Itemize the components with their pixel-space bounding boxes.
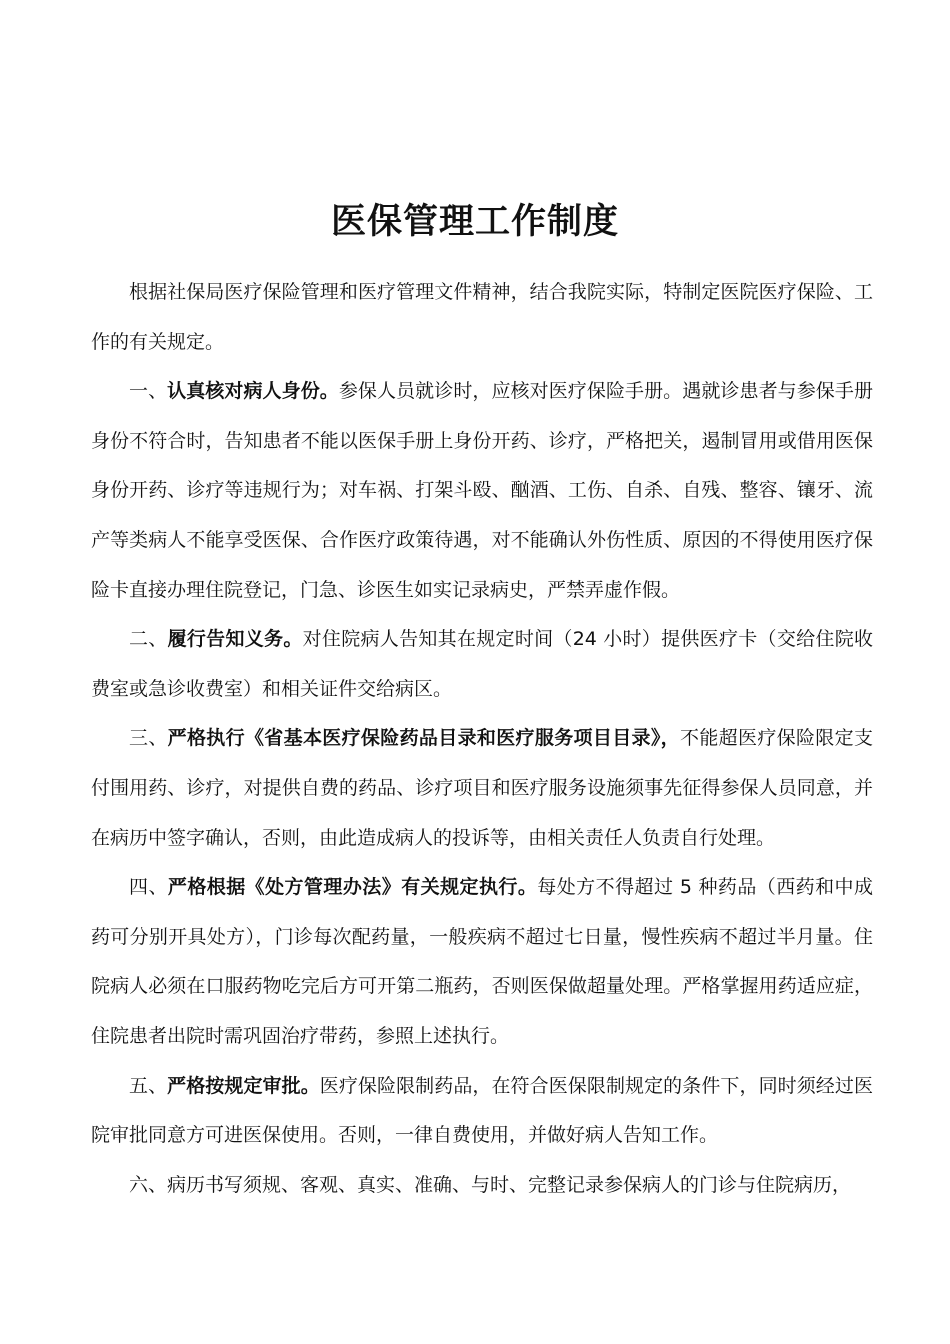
section-4-heading: 严格根据《处方管理办法》有关规定执行。 xyxy=(167,876,538,899)
section-2-text: 对住院病人告知其在规定时间（24 小时）提供医疗卡（交给住院收费室或急诊收费室）和相关证件交给病区。 xyxy=(91,628,873,700)
document-title: 医保管理工作制度 xyxy=(330,202,619,242)
section-2-heading: 履行告知义务。 xyxy=(167,628,303,651)
section-4-text: 每处方不得超过 5 种药品（西药和中成药可分别开具处方），门诊每次配药量，一般疾病不超过七日量，慢性疾病不超过半月量。住院病人必须在口服药物吃完后方可开第二瓶药，否则医保做超量处理。严格掌握用药适应症，住院患者出院时需巩固治疗带药，参照上述执行。 xyxy=(91,876,873,1047)
section-6-paragraph xyxy=(91,1161,873,1211)
intro-paragraph: 根据社保局医疗保险管理和医疗管理文件精神，结合我院实际，特制定医院医疗保险、工作的有关规定。 xyxy=(91,281,873,353)
section-1-heading: 认真核对病人身份。 xyxy=(167,380,339,403)
section-4-paragraph xyxy=(91,863,873,1061)
section-3-text: 不能超医疗保险限定支付围用药、诊疗，对提供自费的药品、诊疗项目和医疗服务设施须事先征得参保人员同意，并在病历中签字确认，否则，由此造成病人的投诉等，由相关责任人负责自行处理。 xyxy=(91,727,873,849)
section-2-paragraph xyxy=(91,615,873,714)
section-6-text: 病历书写须规、客观、真实、准确、与时、完整记录参保病人的门诊与住院病历， xyxy=(167,1173,852,1196)
section-5-paragraph xyxy=(91,1062,873,1161)
document-body xyxy=(91,268,873,1210)
section-3-heading: 严格执行《省基本医疗保险药品目录和医疗服务项目目录》， xyxy=(167,727,681,750)
section-1-text: 参保人员就诊时，应核对医疗保险手册。遇就诊患者与参保手册身份不符合时，告知患者不能以医保手册上身份开药、诊疗，严格把关，遏制冒用或借用医保身份开药、诊疗等违规行为；对车祸、打架斗殴、酗酒、工伤、自杀、自残、整容、镶牙、流产等类病人不能享受医保、合作医疗政策待遇，对不能确认外伤性质、原因的不得使用医疗保险卡直接办理住院登记，门急、诊医生如实记录病史，严禁弄虚作假。 xyxy=(91,380,873,601)
section-5-heading: 严格按规定审批。 xyxy=(167,1074,320,1097)
section-3-number: 三、 xyxy=(129,727,168,750)
section-3-paragraph xyxy=(91,714,873,863)
section-5-number: 五、 xyxy=(129,1074,168,1097)
section-2-number: 二、 xyxy=(129,628,168,651)
section-4-number: 四、 xyxy=(129,876,168,899)
section-1-paragraph xyxy=(91,367,873,615)
section-6-number: 六、 xyxy=(129,1173,168,1196)
section-1-number: 一、 xyxy=(129,380,168,403)
section-5-text: 医疗保险限制药品，在符合医保限制规定的条件下，同时须经过医院审批同意方可进医保使用。否则，一律自费使用，并做好病人告知工作。 xyxy=(91,1074,873,1147)
